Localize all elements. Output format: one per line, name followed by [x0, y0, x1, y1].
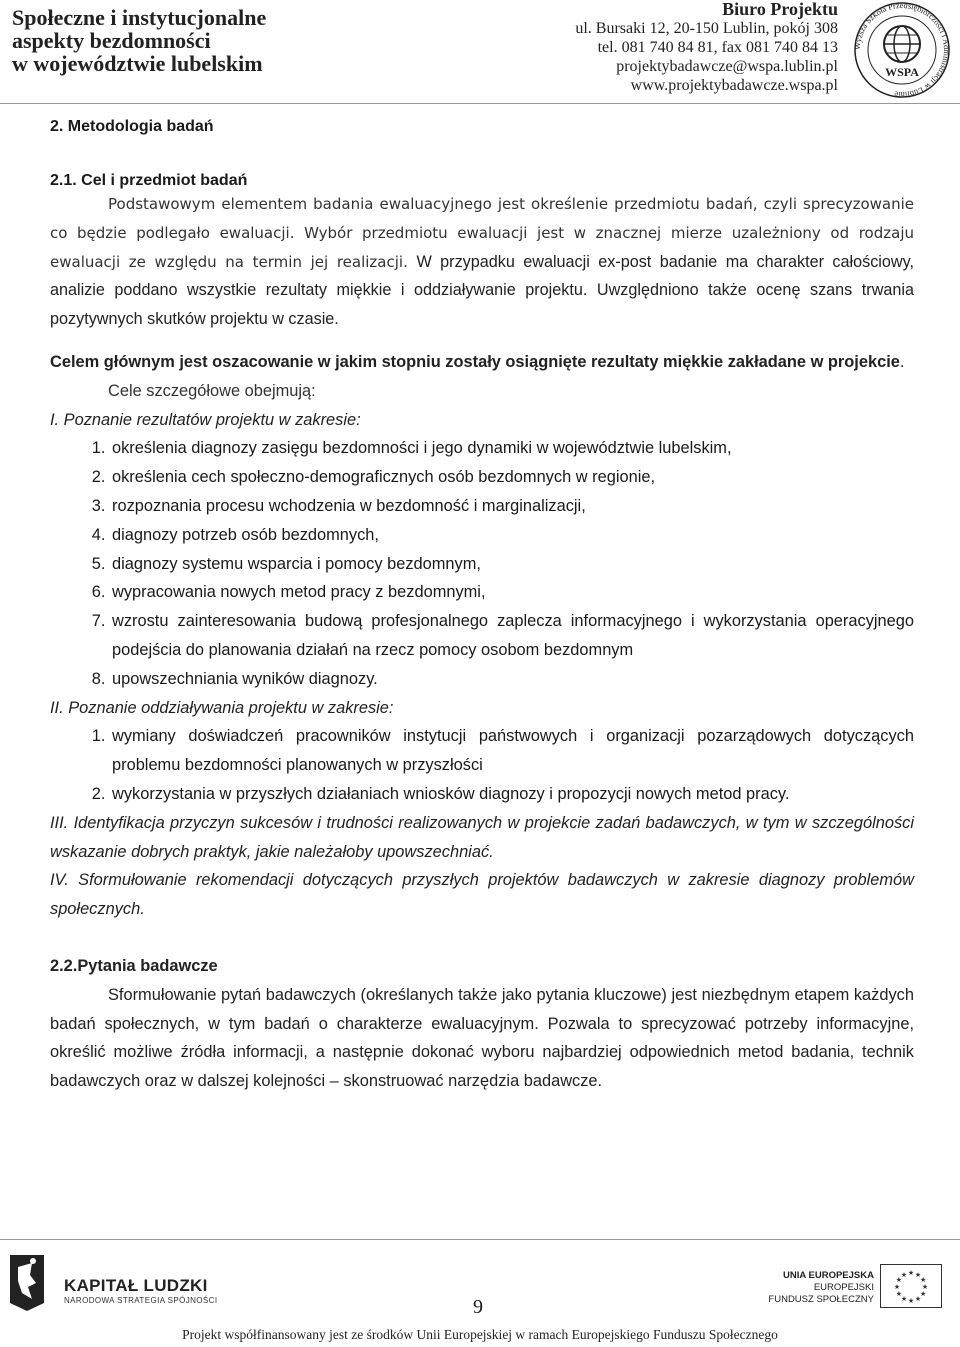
- eu-line-2: EUROPEJSKI: [813, 1282, 874, 1293]
- header-office-contact: [575, 0, 838, 95]
- section-title: 2. Metodologia badań: [50, 118, 214, 135]
- header-title-line: aspekty bezdomności: [12, 28, 211, 53]
- list-item: 1. wymiany doświadczeń pracowników instytucji państwowych i organizacji pozarządowych dotyczących problemu bezdomności planowanych w przyszłości: [110, 722, 914, 780]
- main-goal-text: Celem głównym jest oszacowanie w jakim stopniu zostały osiągnięte rezultaty miękkie zakładane w projekcie: [50, 352, 900, 371]
- goal-group-2-label: II. Poznanie oddziaływania projektu w zakresie:: [50, 698, 394, 717]
- goal-group-4: IV. Sformułowanie rekomendacji dotyczących przyszłych projektów badawczych w zakresie diagnozy problemów społecznych.: [50, 871, 914, 919]
- eu-star-icon: ★: [893, 1284, 901, 1291]
- list-item: 5. diagnozy systemu wsparcia i pomocy bezdomnym,: [110, 550, 914, 579]
- subsection-title-2: 2.2.Pytania badawcze: [50, 956, 218, 975]
- header-project-title: [12, 6, 266, 75]
- eu-star-icon: ★: [914, 1296, 922, 1304]
- goal-group-1-list: [50, 434, 914, 693]
- list-item: 8. upowszechniania wyników diagnozy.: [110, 665, 914, 694]
- eu-star-icon: ★: [900, 1296, 908, 1304]
- intro-paragraph: [50, 190, 914, 334]
- eu-star-icon: ★: [919, 1277, 927, 1284]
- eu-flag-icon: [880, 1264, 942, 1308]
- wspa-ring-text: Wyższa Szkoła Przedsiębiorczości i Administracji w Lublinie: [852, 0, 952, 100]
- list-item: 6. wypracowania nowych metod pracy z bezdomnymi,: [110, 578, 914, 607]
- eu-star-icon: ★: [919, 1291, 927, 1298]
- wspa-logo: [848, 0, 956, 100]
- eu-star-icon: ★: [914, 1271, 922, 1279]
- office-address: ul. Bursaki 12, 20-150 Lublin, pokój 308: [575, 20, 838, 37]
- header-title-line: w województwie lubelskim: [12, 51, 263, 76]
- eu-line-3: FUNDUSZ SPOŁECZNY: [768, 1294, 874, 1305]
- eu-line-1: UNIA EUROPEJSKA: [783, 1270, 874, 1281]
- list-item: 2. wykorzystania w przyszłych działaniach wniosków diagnozy i propozycji nowych metod pracy.: [110, 780, 914, 809]
- office-name: Biuro Projektu: [722, 0, 838, 19]
- document-body: [50, 116, 914, 1096]
- list-item: 1. określenia diagnozy zasięgu bezdomności i jego dynamiki w województwie lubelskim,: [110, 434, 914, 463]
- eu-star-icon: ★: [900, 1271, 908, 1279]
- kl-name: KAPITAŁ LUDZKI: [64, 1276, 208, 1295]
- footer-divider: [0, 1239, 960, 1240]
- list-item: 7. wzrostu zainteresowania budową profesjonalnego zaplecza informacyjnego i wykorzystania operacyjnego podejścia do planowania działań na rzecz pomocy osobom bezdomnym: [110, 607, 914, 665]
- specific-goals-label: Cele szczegółowe obejmują:: [108, 381, 316, 400]
- list-item: 3. rozpoznania procesu wchodzenia w bezdomność i marginalizacji,: [110, 492, 914, 521]
- goal-group-2-list: [50, 722, 914, 808]
- kl-subtitle: NARODOWA STRATEGIA SPÓJNOŚCI: [64, 1296, 218, 1305]
- eu-star-icon: ★: [907, 1298, 915, 1305]
- main-goal: [50, 348, 914, 377]
- office-phone: tel. 081 740 84 81, fax 081 740 84 13: [597, 39, 838, 56]
- goal-group-1-label: I. Poznanie rezultatów projektu w zakresie:: [50, 410, 361, 429]
- eu-star-icon: ★: [895, 1291, 903, 1298]
- funding-note: Projekt współfinansowany jest ze środków Unii Europejskiej w ramach Europejskiego Funduszu Społecznego: [182, 1327, 778, 1342]
- eu-star-icon: ★: [907, 1270, 915, 1277]
- eu-text: [768, 1270, 874, 1306]
- list-item: 4. diagnozy potrzeb osób bezdomnych,: [110, 521, 914, 550]
- list-item: 2. określenia cech społeczno-demograficznych osób bezdomnych w regionie,: [110, 463, 914, 492]
- intro-text-tail: W przypadku ewaluacji ex-post badanie ma charakter całościowy, analizie poddano wszystkie rezultaty miękkie i oddziaływanie projektu. Uwzględniono także ocenę szans trwania pozytywnych skutków projektu w czasie.: [50, 252, 914, 329]
- office-email[interactable]: projektybadawcze@wspa.lublin.pl: [616, 58, 838, 75]
- subsection-title-1: 2.1. Cel i przedmiot badań: [50, 172, 248, 189]
- kapital-ludzki-logo-icon: [6, 1253, 48, 1313]
- page-number: 9: [473, 1296, 483, 1318]
- main-goal-end: .: [899, 352, 905, 371]
- header-title-line: Społeczne i instytucjonalne: [12, 5, 267, 30]
- wspa-logo-text: WSPA: [885, 65, 919, 79]
- header-divider: [0, 103, 960, 104]
- research-paragraph: Sformułowanie pytań badawczych (określanych także jako pytania kluczowe) jest niezbędnym etapem każdych badań społecznych, w tym badań o charakterze ewaluacyjnym. Pozwala to sprecyzować potrzeby informacyjne, określić możliwe źródła informacji, a następnie dokonać wyboru najbardziej odpowiednich metod badania, technik badawczych oraz w dalszej kolejności – skonstruować narzędzia badawcze.: [50, 985, 914, 1091]
- eu-star-icon: ★: [895, 1277, 903, 1284]
- goal-group-3: III. Identyfikacja przyczyn sukcesów i trudności realizowanych w projekcie zadań badawczych, w tym w szczególności wskazanie dobrych praktyk, jakie należałoby upowszechniać.: [50, 813, 914, 861]
- kapital-ludzki-text: [64, 1276, 217, 1305]
- intro-text: Podstawowym elementem badania ewaluacyjnego jest określenie przedmiotu badań, czyli sprecyzowanie co będzie podlegało ewaluacji. Wybór przedmiotu ewaluacji jest w znacznej mierze uzależniony od rodzaju ewaluacji ze względu na termin jej realizacji.: [50, 195, 914, 271]
- eu-star-icon: ★: [921, 1284, 929, 1291]
- office-website[interactable]: www.projektybadawcze.wspa.pl: [630, 77, 838, 94]
